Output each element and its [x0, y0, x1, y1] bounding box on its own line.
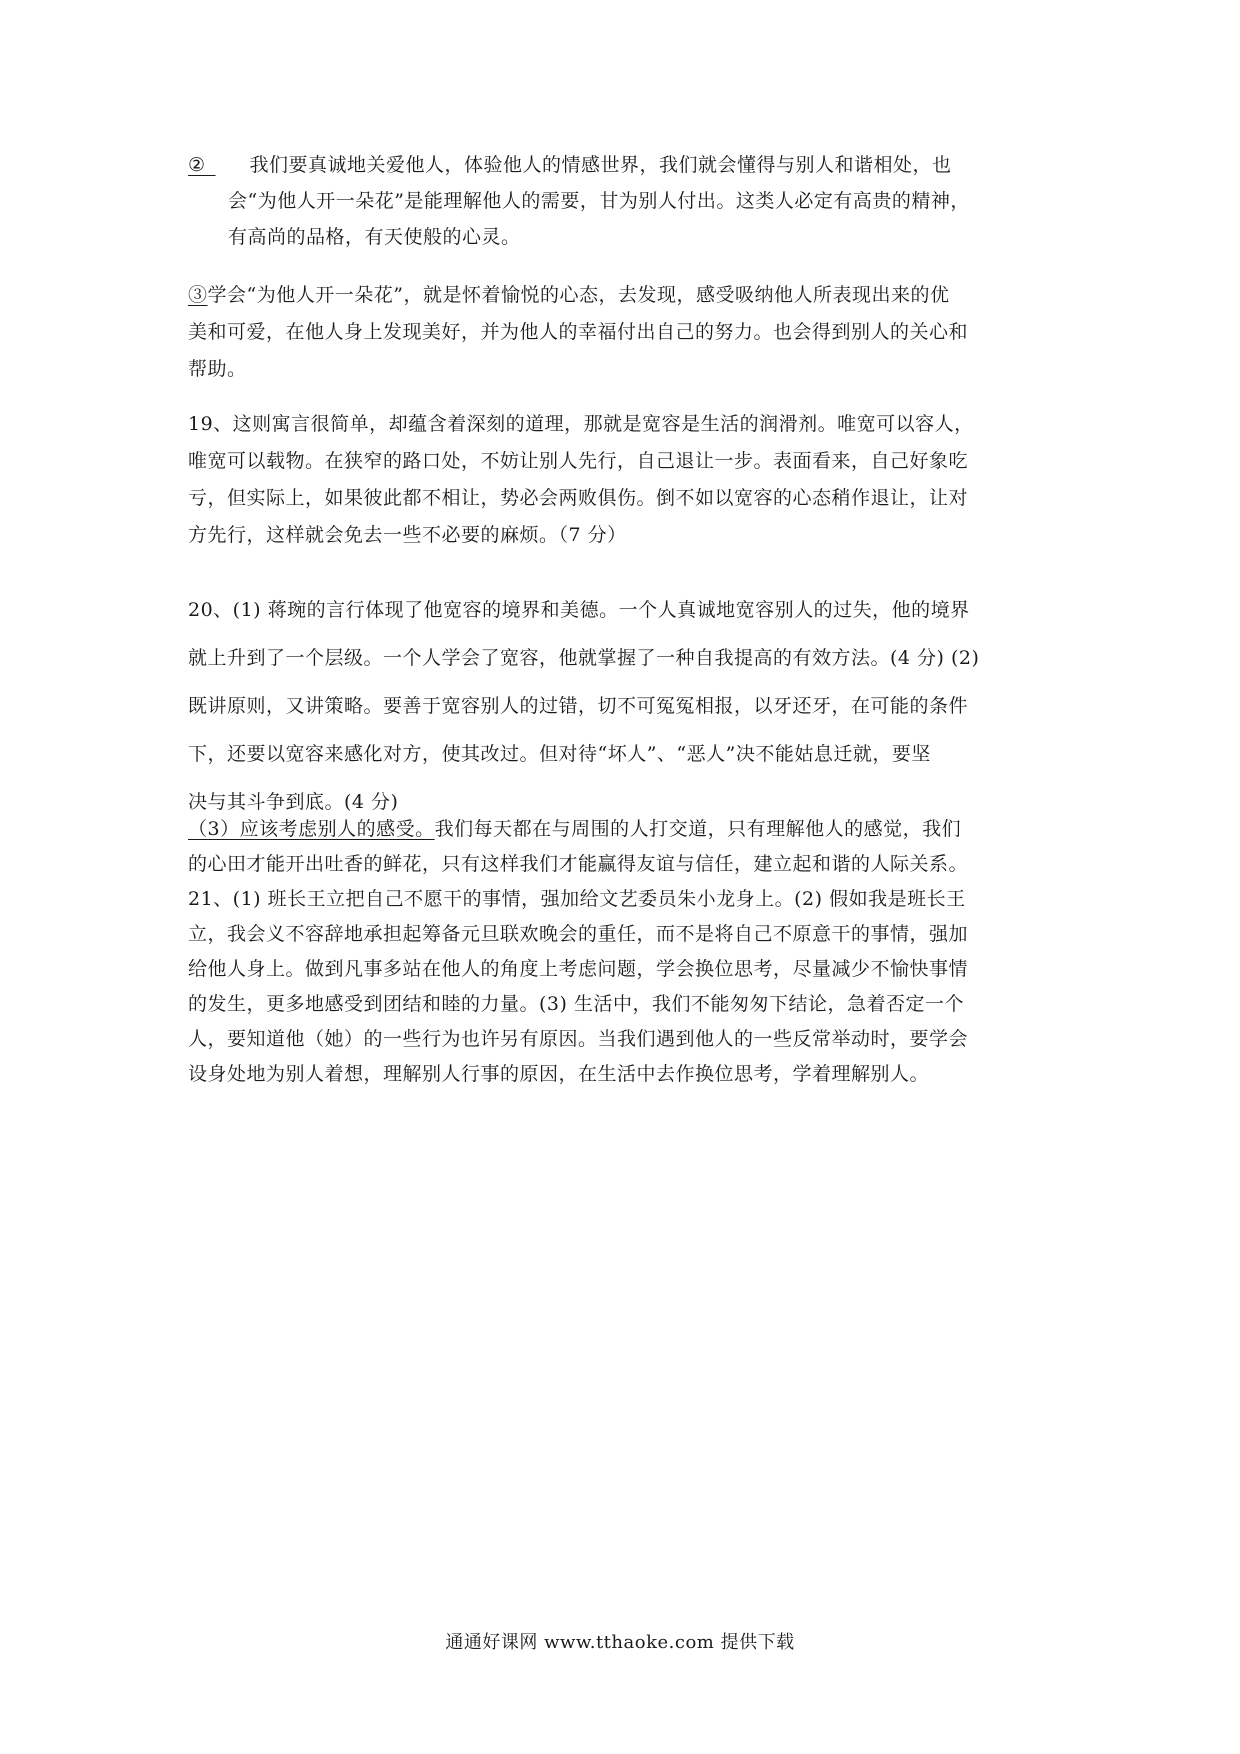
underlined-phrase: （3）应该考虑别人的感受。	[188, 818, 435, 840]
paragraph-line: 亏，但实际上，如果彼此都不相让，势必会两败俱伤。倒不如以宽容的心态稍作退让，让对	[188, 487, 969, 509]
answer-19	[188, 406, 1060, 554]
paragraph-line: 下，还要以宽容来感化对方，使其改过。但对待“坏人”、“恶人”决不能姑息迁就，要坚	[188, 743, 931, 765]
paragraph-line: 有高尚的品格，有天使般的心灵。	[228, 226, 521, 248]
answer-20	[188, 586, 1060, 826]
paragraph-line: 方先行，这样就会免去一些不必要的麻烦。（7 分）	[188, 524, 627, 546]
paragraph-line: 给他人身上。做到凡事多站在他人的角度上考虑问题，学会换位思考，尽量减少不愉快事情	[188, 958, 969, 980]
paragraph-line	[188, 147, 1060, 183]
paragraph-line: 的发生，更多地感受到团结和睦的力量。(3) 生活中，我们不能匆匆下结论，急着否定一个	[188, 993, 964, 1015]
line-text: 我们每天都在与周围的人打交道，只有理解他人的感觉，我们	[434, 818, 962, 840]
answer-paragraph-3	[188, 277, 1060, 388]
paragraph-line: 19、这则寓言很简单，却蕴含着深刻的道理，那就是宽容是生活的润滑剂。唯宽可以容人，	[188, 413, 974, 435]
paragraph-line	[188, 277, 1060, 314]
paragraph-line: 唯宽可以载物。在狭窄的路口处，不妨让别人先行，自己退让一步。表面看来，自己好象吃	[188, 450, 969, 472]
item-marker: ②	[188, 154, 206, 176]
underline-gap	[206, 147, 250, 183]
item-marker: ③	[188, 284, 208, 306]
line-text: 我们要真诚地关爱他人，体验他人的情感世界，我们就会懂得与别人和谐相处，也	[249, 154, 952, 176]
paragraph-line: 就上升到了一个层级。一个人学会了宽容，他就掌握了一种自我提高的有效方法。(4 分) (2)	[188, 647, 980, 669]
paragraph-line: 的心田才能开出吐香的鲜花，只有这样我们才能赢得友谊与信任，建立起和谐的人际关系。	[188, 853, 969, 875]
paragraph-line: 决与其斗争到底。(4 分)	[188, 791, 399, 813]
paragraph-line: 21、(1) 班长王立把自己不愿干的事情，强加给文艺委员朱小龙身上。(2) 假如我是班长王	[188, 888, 966, 910]
paragraph-line: 美和可爱，在他人身上发现美好，并为他人的幸福付出自己的努力。也会得到别人的关心和	[188, 321, 969, 343]
answer-paragraph-2	[188, 147, 1060, 255]
paragraph-line: 设身处地为别人着想，理解别人行事的原因，在生活中去作换位思考，学着理解别人。	[188, 1063, 930, 1085]
paragraph-line: 20、(1) 蒋琬的言行体现了他宽容的境界和美德。一个人真诚地宽容别人的过失，他的境界	[188, 599, 970, 621]
page-footer: 通通好课网 www.tthaoke.com 提供下载	[445, 1632, 795, 1653]
answer-20-3-and-21	[188, 812, 1060, 1092]
paragraph-line	[188, 812, 1060, 847]
paragraph-line: 人，要知道他（她）的一些行为也许另有原因。当我们遇到他人的一些反常举动时，要学会	[188, 1028, 969, 1050]
paragraph-line: 立，我会义不容辞地承担起筹备元旦联欢晚会的重任，而不是将自己不原意干的事情，强加	[188, 923, 969, 945]
paragraph-line: 帮助。	[188, 358, 247, 380]
line-text: 学会“为他人开一朵花”，就是怀着愉悦的心态，去发现，感受吸纳他人所表现出来的优	[207, 284, 950, 306]
paragraph-line: 会“为他人开一朵花”是能理解他人的需要，甘为别人付出。这类人必定有高贵的精神，	[228, 190, 970, 212]
paragraph-line: 既讲原则，又讲策略。要善于宽容别人的过错，切不可冤冤相报，以牙还牙，在可能的条件	[188, 695, 969, 717]
